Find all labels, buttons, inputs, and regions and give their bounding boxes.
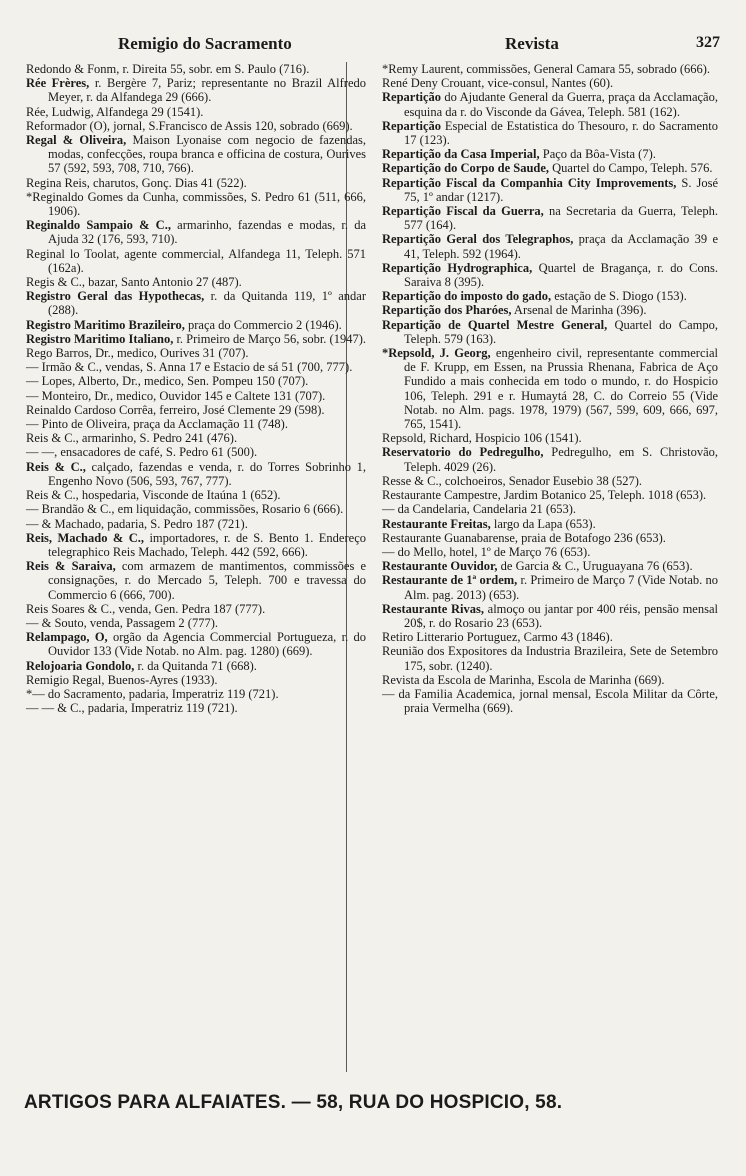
directory-entry — [26, 346, 366, 360]
entry-name: Reis & Saraiva, — [26, 559, 116, 574]
entry-name: Repartição Fiscal da Guerra, — [382, 204, 544, 219]
directory-entry — [26, 190, 366, 218]
directory-entry — [382, 431, 718, 445]
entry-details: praça do Commercio 2 (1946). — [184, 317, 342, 332]
directory-entry — [26, 559, 366, 602]
directory-entry — [26, 673, 366, 687]
entry-details: — da Candelaria, Candelaria 21 (653). — [382, 502, 577, 517]
entry-details: Rego Barros, Dr., medico, Ourives 31 (707). — [26, 346, 249, 361]
entry-details: almoço ou jantar por 400 réis, pensão mensal 20$, r. do Rosario 23 (653). — [404, 601, 718, 630]
directory-entry — [382, 630, 718, 644]
entry-name: Repartição Hydrographica, — [382, 260, 533, 275]
directory-entry — [382, 303, 718, 317]
directory-entry — [26, 76, 366, 104]
entry-details: Reginal lo Toolat, agente commercial, Alfandega 11, Teleph. 571 (162a). — [26, 246, 366, 275]
entry-name: Registro Geral das Hypothecas, — [26, 289, 205, 304]
entry-name: Repartição do imposto do gado, — [382, 289, 552, 304]
directory-entry — [26, 105, 366, 119]
directory-entry — [26, 62, 366, 76]
entry-details: r. Primeiro de Março 56, sobr. (1947). — [173, 331, 367, 346]
directory-entry — [382, 204, 718, 232]
page-header — [60, 32, 720, 58]
directory-entry — [26, 218, 366, 246]
directory-entry — [26, 701, 366, 715]
entry-name: Reservatorio do Pedregulho, — [382, 445, 544, 460]
entry-details: — Monteiro, Dr., medico, Ouvidor 145 e Caltete 131 (707). — [26, 388, 326, 403]
directory-entry — [382, 488, 718, 502]
directory-entry — [382, 119, 718, 147]
entry-name: Repartição do Corpo de Saude, — [382, 161, 550, 176]
entry-details: de Garcia & C., Uruguayana 76 (653). — [497, 559, 693, 574]
directory-entry — [26, 630, 366, 658]
directory-entry — [26, 332, 366, 346]
entry-details: Pedregulho, em S. Christovão, Teleph. 4029 (26). — [404, 445, 719, 474]
entry-details: Paço da Bôa-Vista (7). — [539, 147, 656, 162]
entry-details: praça da Acclamação 39 e 41, Teleph. 592 (1964). — [404, 232, 718, 261]
directory-entry — [382, 445, 718, 473]
directory-entry — [382, 232, 718, 260]
entry-name: Repartição dos Pharóes, — [382, 303, 512, 318]
entry-details: — da Familia Academica, jornal mensal, Escola Militar da Côrte, praia Vermelha (669). — [382, 686, 718, 716]
entry-details: Resse & C., colchoeiros, Senador Eusebio 38 (527). — [382, 473, 643, 488]
running-title: Remigio do Sacramento — [118, 34, 292, 53]
entry-details: — & Souto, venda, Passagem 2 (777). — [26, 615, 218, 630]
entry-details: Quartel do Campo, Teleph. 579 (163). — [404, 317, 718, 346]
directory-entry — [382, 289, 718, 303]
entry-details: estação de S. Diogo (153). — [551, 289, 687, 304]
entry-name: Registro Maritimo Italiano, — [26, 331, 174, 346]
entry-name: Repartição — [382, 90, 442, 105]
directory-entry — [382, 346, 718, 431]
entry-details: r. da Quitanda 71 (668). — [134, 658, 257, 673]
entry-details: — Brandão & C., em liquidação, commissões, Rosario 6 (666). — [26, 502, 344, 517]
entry-details: Quartel de Bragança, r. do Cons. Saraiva 8 (395). — [404, 260, 718, 290]
entry-details: Restaurante Guanabarense, praia de Botafogo 236 (653). — [382, 530, 666, 545]
entry-details: Reinaldo Cardoso Corrêa, ferreiro, José Clemente 29 (598). — [26, 402, 325, 417]
entry-name: Repartição Fiscal da Companhia City Improvements, — [382, 175, 677, 190]
entry-name: Regal & Oliveira, — [26, 133, 127, 148]
directory-entry — [382, 90, 718, 118]
entry-details: Reunião dos Expositores da Industria Brazileira, Sete de Setembro 175, sobr. (1240). — [382, 644, 718, 673]
entry-details: Regis & C., bazar, Santo Antonio 27 (487). — [26, 275, 242, 290]
entry-details: S. José 75, 1º andar (1217). — [404, 175, 718, 204]
directory-entry — [382, 545, 718, 559]
entry-details: na Secretaria da Guerra, Teleph. 577 (164). — [404, 204, 718, 233]
directory-entry — [26, 616, 366, 630]
directory-entry — [26, 531, 366, 559]
entry-name: Reginaldo Sampaio & C., — [26, 218, 171, 233]
entry-details: Reis Soares & C., venda, Gen. Pedra 187 (777). — [26, 601, 266, 616]
entry-details: calçado, fazendas e venda, r. do Torres Sobrinho 1, Engenho Novo (506, 593, 767, 777). — [48, 459, 366, 488]
directory-entry — [26, 502, 366, 516]
directory-entry — [382, 318, 718, 346]
directory-entry — [382, 644, 718, 672]
entry-details: Reis & C., hospedaria, Visconde de Itaúna 1 (652). — [26, 488, 281, 503]
directory-entry — [26, 602, 366, 616]
entry-name: Restaurante Freitas, — [382, 516, 491, 531]
right-column — [382, 62, 718, 1082]
entry-details: René Deny Crouant, vice-consul, Nantes (60). — [382, 76, 614, 91]
directory-entry — [382, 502, 718, 516]
entry-name: Rée Frères, — [26, 76, 90, 91]
entry-name: Restaurante Ouvidor, — [382, 559, 498, 574]
directory-entry — [26, 445, 366, 459]
entry-name: Repartição da Casa Imperial, — [382, 147, 540, 162]
entry-name: Relojoaria Gondolo, — [26, 658, 135, 673]
directory-entry — [382, 474, 718, 488]
entry-details: r. da Quitanda 119, 1º andar (288). — [48, 289, 366, 318]
directory-entry — [26, 659, 366, 673]
directory-entry — [26, 289, 366, 317]
directory-entry — [26, 176, 366, 190]
directory-entry — [26, 389, 366, 403]
directory-entry — [26, 517, 366, 531]
entry-details: — Lopes, Alberto, Dr., medico, Sen. Pompeu 150 (707). — [26, 374, 309, 389]
entry-details: importadores, r. de S. Bento 1. Endereço telegraphico Reis Machado, Teleph. 442 (592, 666). — [48, 530, 366, 559]
entry-name: Restaurante de 1ª ordem, — [382, 573, 518, 588]
directory-entry — [26, 460, 366, 488]
directory-entry — [26, 318, 366, 332]
directory-entry — [26, 417, 366, 431]
entry-name: Relampago, O, — [26, 630, 108, 645]
entry-details: Especial de Estatistica do Thesouro, r. do Sacramento 17 (123). — [404, 118, 718, 148]
directory-entry — [382, 687, 718, 715]
directory-entry — [382, 161, 718, 175]
entry-details: engenheiro civil, representante commercial de F. Krupp, em Essen, na Prussia Rhenana, Fabrica de Aço Fundido a mais conhecida em todo o mundo, r. do Hospicio 106, Teleph. 291 e r. Humaytá 28, C. do Correio 55 (Vide Notab. no Alm. pags. 1978, 1979) (567, 599, 609, 666, 697, 765, 1541). — [404, 346, 719, 432]
entry-details: largo da Lapa (653). — [490, 516, 596, 531]
entry-name: Restaurante Rivas, — [382, 601, 484, 616]
entry-details: — — & C., padaria, Imperatriz 119 (721). — [26, 701, 238, 716]
directory-entry — [26, 360, 366, 374]
entry-name: Repartição Geral dos Telegraphos, — [382, 232, 574, 247]
entry-details: r. Primeiro de Março 7 (Vide Notab. no Alm. pag. 2013) (653). — [404, 573, 718, 602]
entry-details: Reis & C., armarinho, S. Pedro 241 (476). — [26, 431, 238, 446]
entry-details: do Ajudante General da Guerra, praça da Acclamação, esquina da r. do Visconde da Gávea, Teleph. 581 (162). — [404, 90, 718, 119]
directory-entry — [382, 602, 718, 630]
entry-details: Restaurante Campestre, Jardim Botanico 25, Teleph. 1018 (653). — [382, 488, 707, 503]
directory-entry — [382, 531, 718, 545]
entry-details: r. Bergère 7, Pariz; representante no Brazil Alfredo Meyer, r. da Alfandega 29 (666). — [48, 76, 367, 105]
entry-details: *Remy Laurent, commissões, General Camara 55, sobrado (666). — [382, 62, 711, 76]
entry-details: Retiro Litterario Portuguez, Carmo 43 (1846). — [382, 630, 613, 645]
directory-entry — [26, 488, 366, 502]
entry-details: — Irmão & C., vendas, S. Anna 17 e Estacio de sá 51 (700, 777). — [26, 360, 353, 375]
entry-name: Repartição de Quartel Mestre General, — [382, 317, 608, 332]
directory-entry — [382, 573, 718, 601]
directory-entry — [26, 275, 366, 289]
directory-entry — [26, 431, 366, 445]
section-title: Revista — [505, 34, 559, 53]
entry-name: Repartição — [382, 118, 442, 133]
entry-details: *— do Sacramento, padaria, Imperatriz 119 (721). — [26, 686, 279, 701]
entry-details: *Reginaldo Gomes da Cunha, commissões, S. Pedro 61 (511, 666, 1906). — [26, 189, 366, 219]
directory-entry — [382, 673, 718, 687]
directory-entry — [26, 403, 366, 417]
entry-name: Reis, Machado & C., — [26, 530, 145, 545]
entry-details: Regina Reis, charutos, Gonç. Dias 41 (522). — [26, 175, 247, 190]
entry-name: Registro Maritimo Brazileiro, — [26, 317, 185, 332]
directory-columns — [26, 62, 719, 1082]
entry-details: Repsold, Richard, Hospicio 106 (1541). — [382, 431, 582, 446]
advertisement-footer: ARTIGOS PARA ALFAIATES. — 58, RUA DO HOSPICIO, 58. — [24, 1092, 563, 1113]
directory-entry — [26, 687, 366, 701]
entry-details: Rée, Ludwig, Alfandega 29 (1541). — [26, 104, 204, 119]
entry-name: *Repsold, J. Georg, — [382, 346, 491, 361]
directory-entry — [382, 559, 718, 573]
entry-details: Maison Lyonaise com negocio de fazendas, modas, confecções, roupa branca e officina de costura, Ourives 57 (592, 593, 708, 710, 766). — [48, 133, 366, 176]
directory-entry — [382, 147, 718, 161]
directory-entry — [382, 261, 718, 289]
directory-entry — [382, 176, 718, 204]
entry-details: Revista da Escola de Marinha, Escola de Marinha (669). — [382, 672, 665, 687]
directory-entry — [26, 133, 366, 176]
entry-details: Remigio Regal, Buenos-Ayres (1933). — [26, 672, 218, 687]
entry-details: Arsenal de Marinha (396). — [511, 303, 647, 318]
directory-entry — [382, 62, 718, 76]
entry-details: orgão da Agencia Commercial Portugueza, r. do Ouvidor 133 (Vide Notab. no Alm. pag. 1280) (669). — [48, 630, 366, 659]
entry-details: — Pinto de Oliveira, praça da Acclamação 11 (748). — [26, 417, 288, 432]
entry-details: armarinho, fazendas e modas, r. da Ajuda 32 (176, 593, 710). — [48, 218, 366, 247]
entry-details: — do Mello, hotel, 1º de Março 76 (653). — [382, 544, 591, 559]
directory-entry — [26, 119, 366, 133]
entry-details: — & Machado, padaria, S. Pedro 187 (721). — [26, 516, 248, 531]
entry-details: Redondo & Fonm, r. Direita 55, sobr. em S. Paulo (716). — [26, 62, 310, 76]
entry-details: — —, ensacadores de café, S. Pedro 61 (500). — [26, 445, 258, 460]
directory-entry — [382, 517, 718, 531]
entry-details: com armazem de mantimentos, commissões e consignações, r. do Mercado 5, Teleph. 700 e travessa do Commercio 6 (666, 700). — [48, 559, 366, 602]
entry-details: Reformador (O), jornal, S.Francisco de Assis 120, sobrado (669). — [26, 118, 353, 133]
directory-entry — [382, 76, 718, 90]
page-number: 327 — [696, 34, 720, 51]
entry-name: Reis & C., — [26, 459, 86, 474]
left-column — [26, 62, 366, 1082]
directory-entry — [26, 374, 366, 388]
directory-entry — [26, 247, 366, 275]
entry-details: Quartel do Campo, Teleph. 576. — [549, 161, 713, 176]
